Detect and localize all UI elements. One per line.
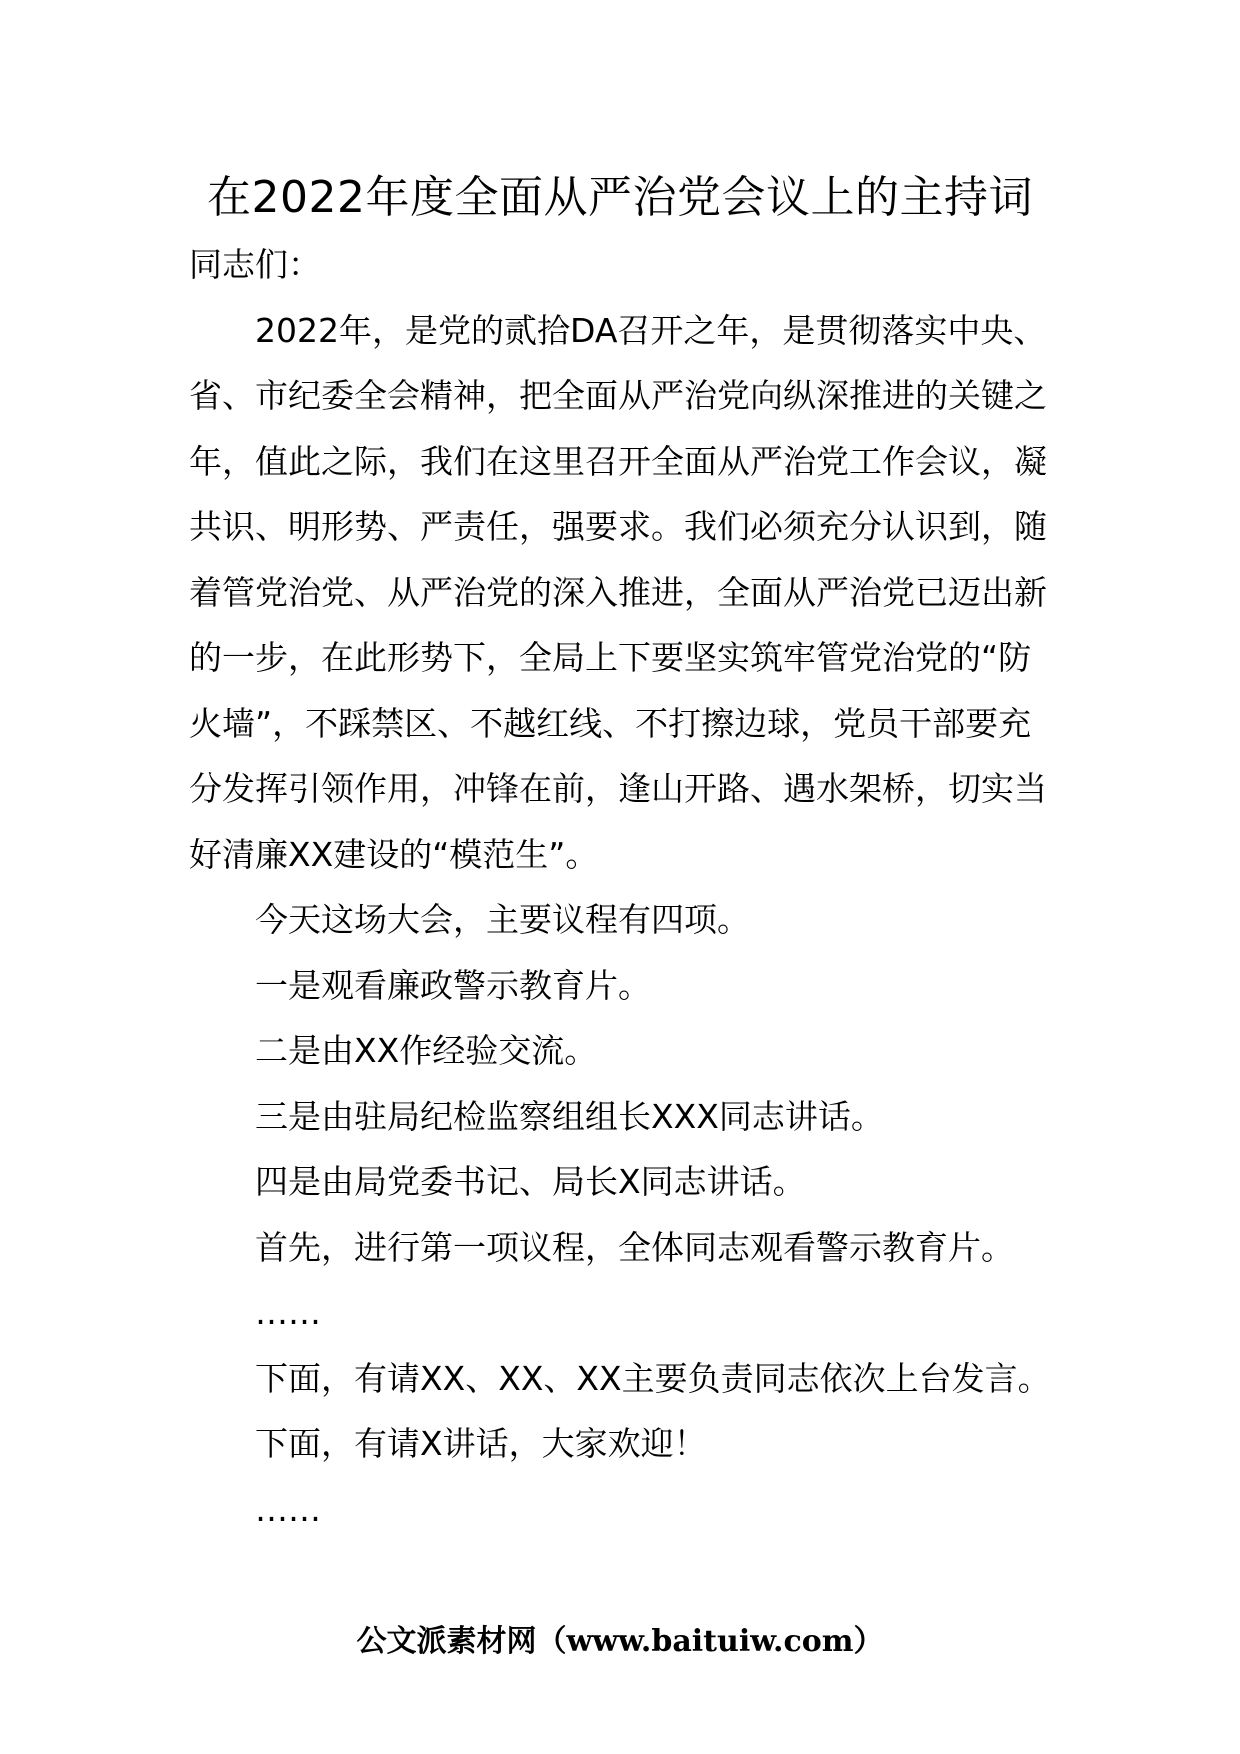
footer-watermark: 公文派素材网（www.baituiw.com）	[356, 1624, 884, 1659]
ellipsis-paragraph: ……	[255, 1293, 321, 1332]
document-body	[189, 232, 1059, 1542]
paragraph: 首先，进行第一项议程，全体同志观看警示教育片。	[255, 1227, 1014, 1267]
paragraph: 今天这场大会，主要议程有四项。	[255, 900, 750, 939]
paragraph: 四是由局党委书记、局长X同志讲话。	[255, 1162, 806, 1201]
salutation: 同志们：	[189, 245, 321, 284]
paragraph: 二是由XX作经验交流。	[255, 1031, 598, 1070]
paragraph: 下面，有请XX、XX、XX主要负责同志依次上台发言。	[255, 1358, 1051, 1398]
document-title: 在2022年度全面从严治党会议上的主持词	[207, 172, 1033, 223]
paragraph: 一是观看廉政警示教育片。	[255, 965, 651, 1005]
paragraph: 2022年，是党的贰拾DA召开之年，是贯彻落实中央、省、市纪委全会精神，把全面从严治党向纵深推进的关键之年，值此之际，我们在这里召开全面从严治党工作会议，凝共识、明形势、严责任，强要求。我们必须充分认识到，随着管党治党、从严治党的深入推进，全面从严治党已迈出新的一步，在此形势下，全局上下要坚实筑牢管党治党的“防火墙”，不踩禁区、不越红线、不打擦边球，党员干部要充分发挥引领作用，冲锋在前，逢山开路、遇水架桥，切实当好清廉XX建设的“模范生”。	[189, 310, 1047, 874]
ellipsis-paragraph: ……	[255, 1489, 321, 1529]
paragraph: 三是由驻局纪检监察组组长XXX同志讲话。	[255, 1096, 884, 1136]
paragraph: 下面，有请X讲话，大家欢迎！	[255, 1424, 707, 1463]
